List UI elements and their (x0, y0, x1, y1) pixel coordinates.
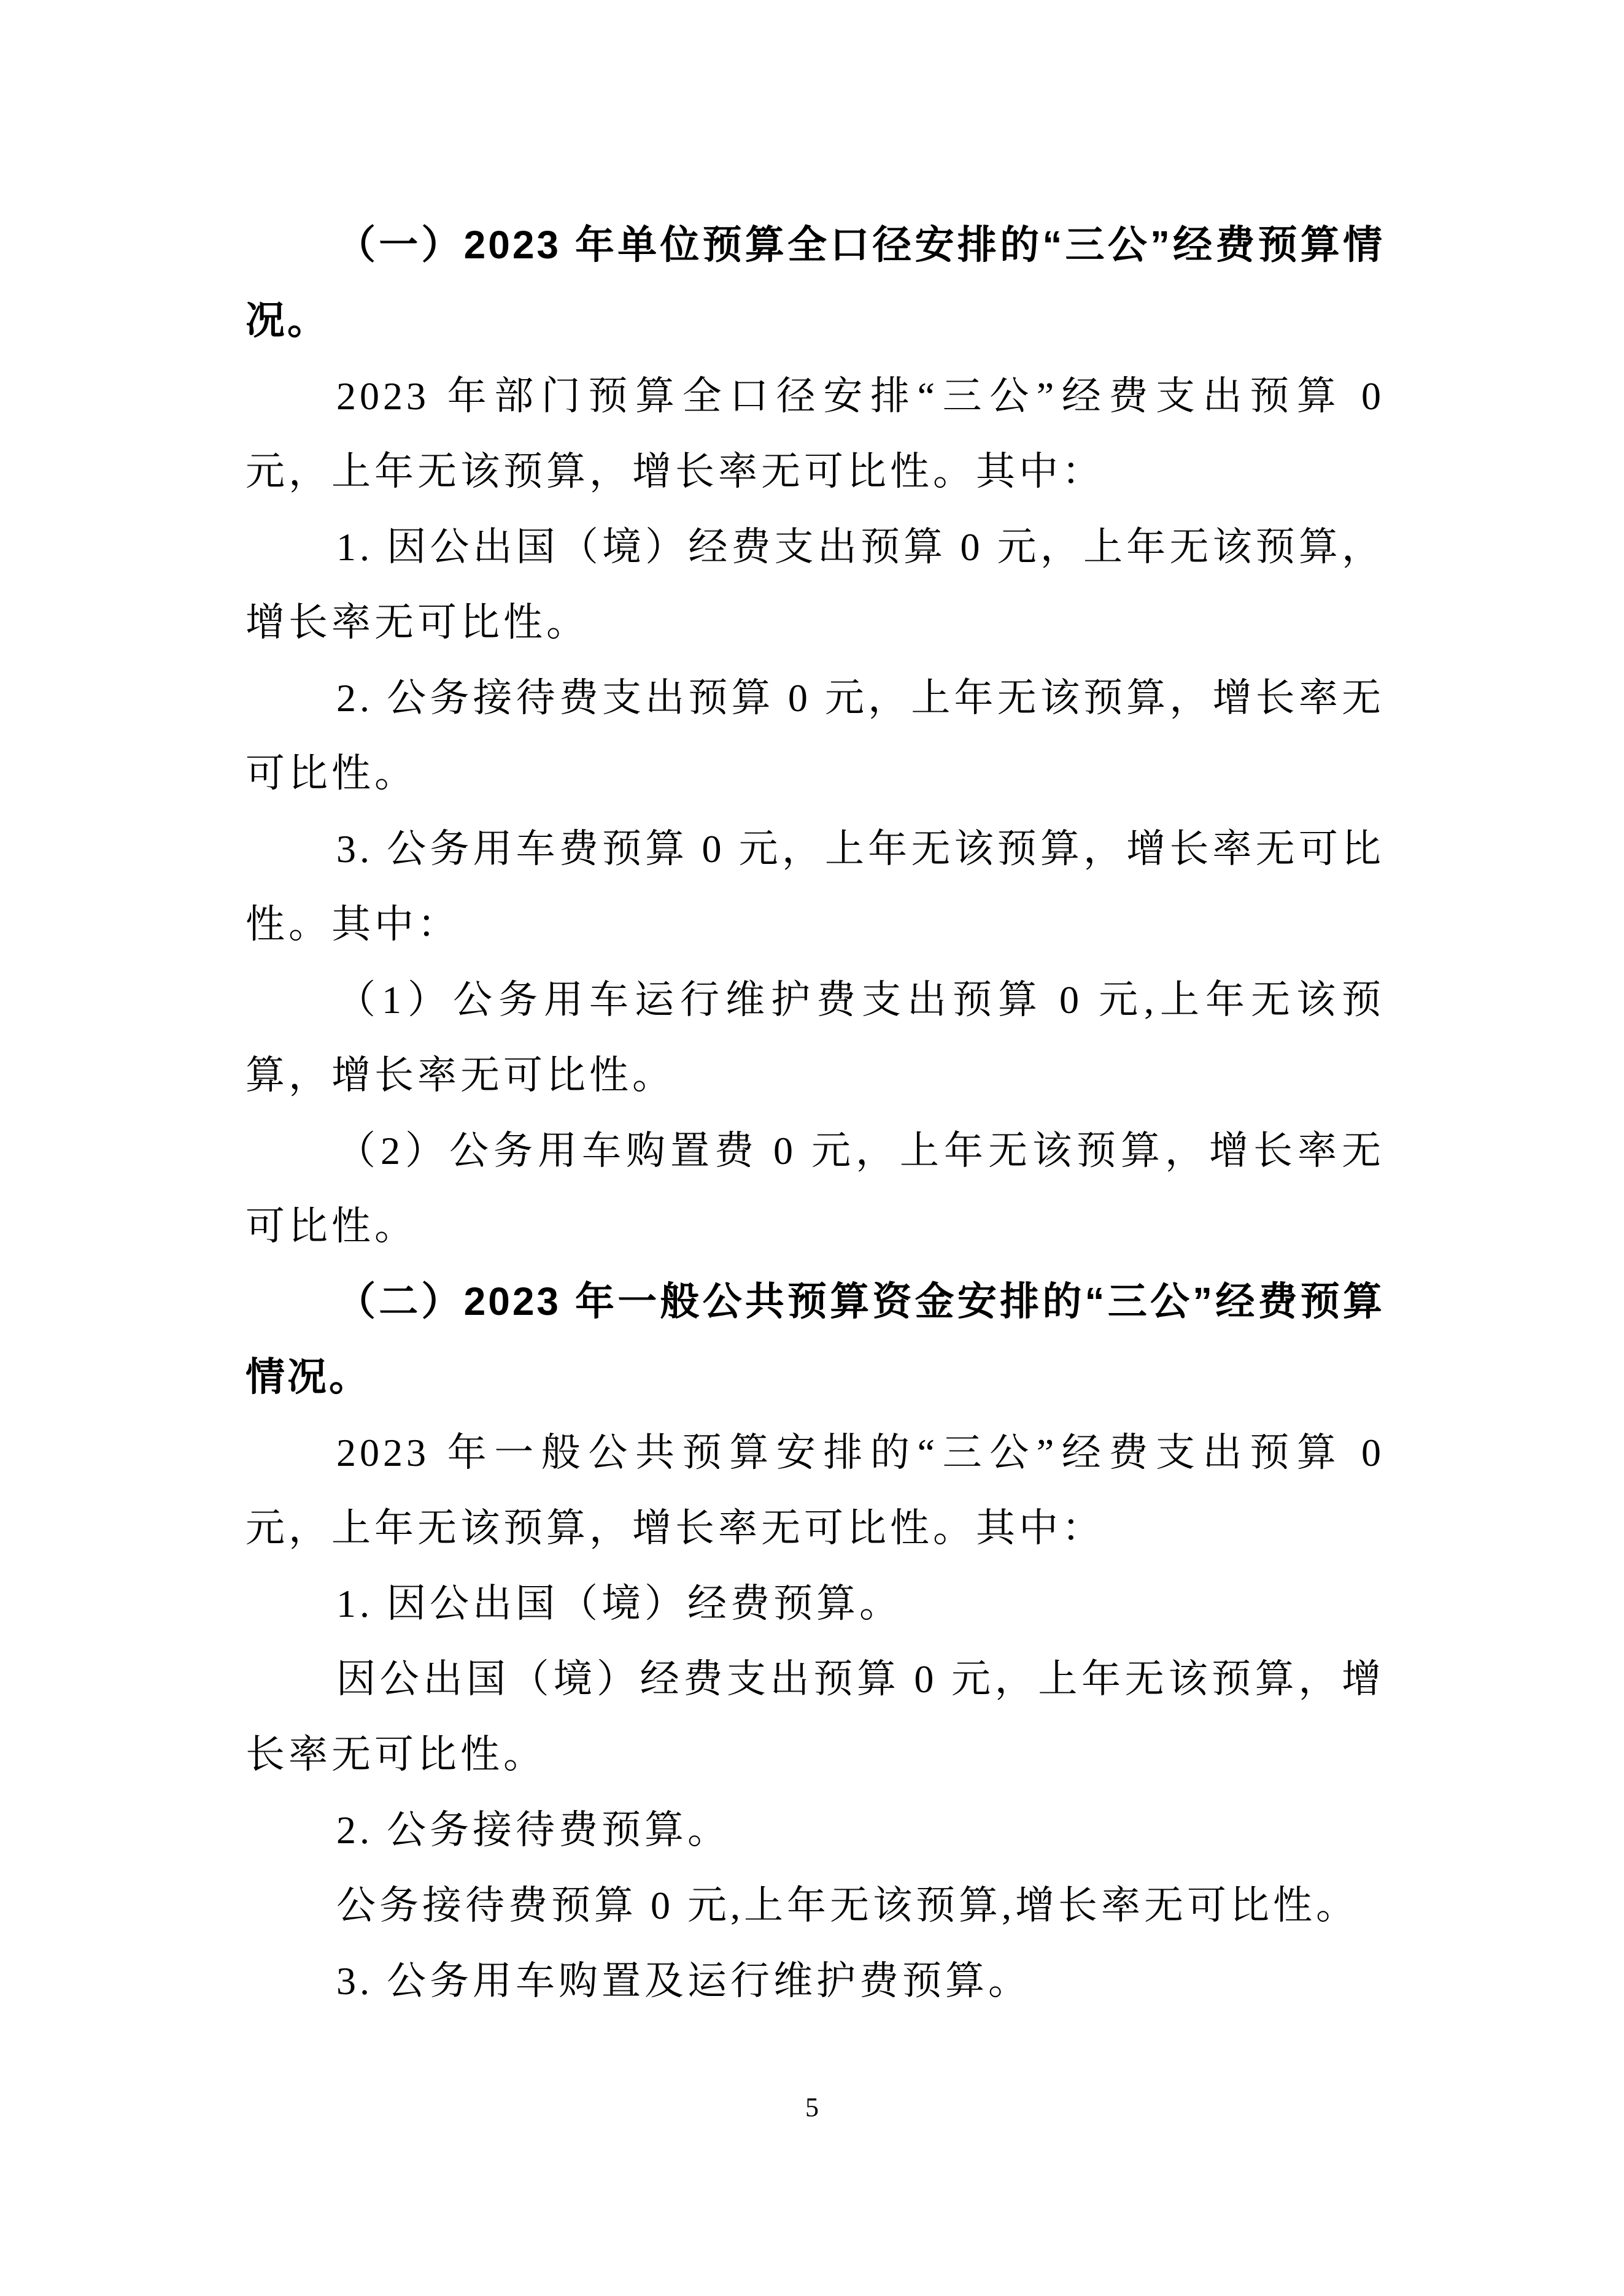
paragraph-body: 3. 公务用车购置及运行维护费预算。 (336, 1959, 1031, 2003)
paragraph-body: 1. 因公出国（境）经费支出预算 0 元，上年无该预算，增长率无可比性。 (246, 525, 1385, 644)
page-footer (0, 2086, 1624, 2129)
paragraph-heading: （一）2023 年单位预算全口径安排的“三公”经费预算情况。 (246, 223, 1385, 342)
paragraph-body: 2. 公务接待费预算。 (336, 1808, 730, 1852)
paragraph-body: （1）公务用车运行维护费支出预算 0 元,上年无该预算，增长率无可比性。 (246, 978, 1385, 1097)
paragraph-heading: （二）2023 年一般公共预算资金安排的“三公”经费预算情况。 (246, 1279, 1385, 1399)
paragraph-body: 2023 年一般公共预算安排的“三公”经费支出预算 0 元，上年无该预算，增长率无可比性。其中： (246, 1431, 1385, 1550)
paragraph-body: 公务接待费预算 0 元,上年无该预算,增长率无可比性。 (336, 1884, 1359, 1927)
paragraph-body: 2. 公务接待费支出预算 0 元，上年无该预算，增长率无可比性。 (246, 676, 1385, 795)
paragraph-body: 因公出国（境）经费支出预算 0 元，上年无该预算，增长率无可比性。 (246, 1657, 1385, 1776)
paragraph-body: 3. 公务用车费预算 0 元，上年无该预算，增长率无可比性。其中： (246, 827, 1385, 946)
paragraph-body: 2023 年部门预算全口径安排“三公”经费支出预算 0 元，上年无该预算，增长率无可比性。其中： (246, 374, 1385, 493)
page-number: 5 (805, 2092, 819, 2122)
paragraph-body: 1. 因公出国（境）经费预算。 (336, 1582, 902, 1625)
paragraph-body: （2）公务用车购置费 0 元，上年无该预算，增长率无可比性。 (246, 1129, 1385, 1248)
document-body (246, 207, 1385, 2019)
